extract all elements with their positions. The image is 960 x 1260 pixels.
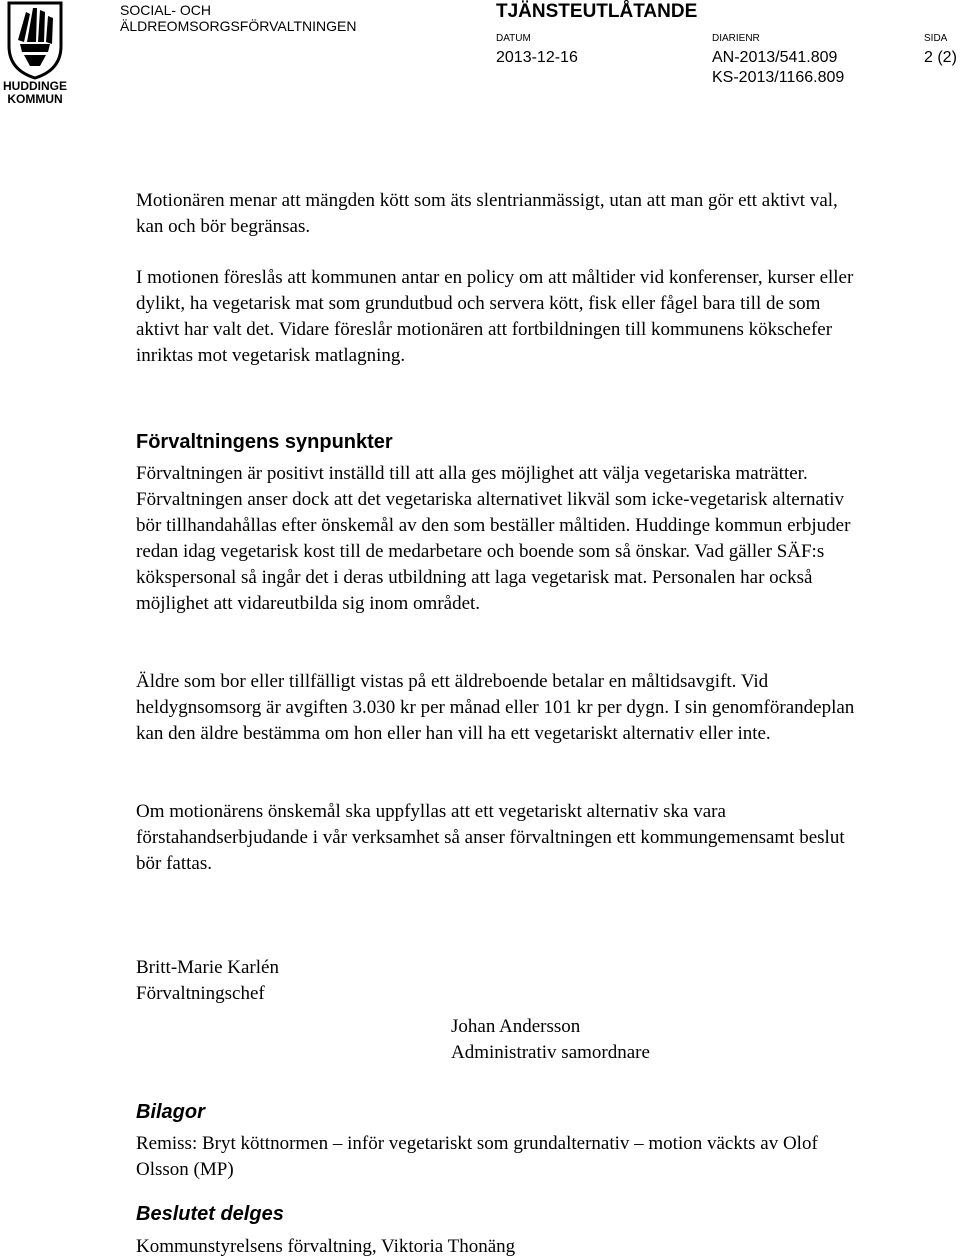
distribution-text: Kommunstyrelsens förvaltning, Viktoria Thonäng <box>136 1236 516 1257</box>
signatory-2-name: Johan Andersson <box>451 1016 581 1037</box>
attachments-text: Remiss: Bryt köttnormen – inför vegetariskt som grundalternativ – motion väckts av Olof Olsson (MP) <box>136 1133 818 1180</box>
department-name <box>120 2 356 34</box>
attachments-heading: Bilagor <box>136 1101 205 1123</box>
paragraph-elderly-fees: Äldre som bor eller tillfälligt vistas på ett äldreboende betalar en måltidsavgift. Vid heldygnsomsorg är avgiften 3.030 kr per månad eller 101 kr per dygn. I sin genomförandeplan kan den äldre bestämma om hon eller han vill ha ett vegetariskt alternativ eller inte. <box>136 671 855 744</box>
paragraph-motion-summary: Motionären menar att mängden kött som äts slentrianmässigt, utan att man gör ett aktivt val, kan och bör begränsas. <box>136 190 838 237</box>
department-line-1: SOCIAL- OCH <box>120 2 212 18</box>
registration-label: DIARIENR <box>712 33 760 44</box>
signatory-2-title: Administrativ samordnare <box>451 1042 650 1063</box>
paragraph-motion-proposal: I motionen föreslås att kommunen antar en policy om att måltider vid konferenser, kurser eller dylikt, ha vegetarisk mat som grundutbud och servera kött, fisk eller fågel bara till de som aktivt har valt det. Vidare föreslår motionären att fortbildningen till kommunens kökschefer inriktas mot vegetarisk matlagning. <box>136 267 854 366</box>
logo-text-line-2: KOMMUN <box>7 92 63 106</box>
registration-number-1: AN-2013/541.809 <box>712 49 838 66</box>
date-label: DATUM <box>496 33 531 44</box>
logo-text-line-1: HUDDINGE <box>2 79 67 93</box>
page-number: 2 (2) <box>924 49 957 66</box>
signatory-1-name: Britt-Marie Karlén <box>136 957 279 978</box>
distribution-heading: Beslutet delges <box>136 1203 284 1225</box>
paragraph-administration-view: Förvaltningen är positivt inställd till att alla ges möjlighet att välja vegetariska maträtter. Förvaltningen anser dock att det vegetariska alternativet likväl som icke-vegetarisk alternativ bör tillhandahållas efter önskemål av den som beställer måltiden. Huddinge kommun erbjuder redan idag vegetarisk kost till de medarbetare och boende som så önskar. Vad gäller SÄF:s kökspersonal så ingår det i deras utbildning att laga vegetarisk mat. Personalen har också möjlighet att vidareutbilda sig inom området. <box>136 463 851 614</box>
paragraph-conclusion: Om motionärens önskemål ska uppfyllas att ett vegetariskt alternativ ska vara förstahandserbjudande i vår verksamhet så anser förvaltningen ett kommungemensamt beslut bör fattas. <box>136 801 845 874</box>
document-date: 2013-12-16 <box>496 49 578 66</box>
municipality-logo <box>0 0 70 112</box>
registration-number-2: KS-2013/1166.809 <box>712 69 845 86</box>
document-type: TJÄNSTEUTLÅTANDE <box>496 1 698 22</box>
coat-of-arms-icon <box>0 0 70 80</box>
page-label: SIDA <box>924 33 948 44</box>
section-heading: Förvaltningens synpunkter <box>136 431 393 453</box>
signatory-1-title: Förvaltningschef <box>136 983 265 1004</box>
department-line-2: ÄLDREOMSORGSFÖRVALTNINGEN <box>120 18 357 34</box>
